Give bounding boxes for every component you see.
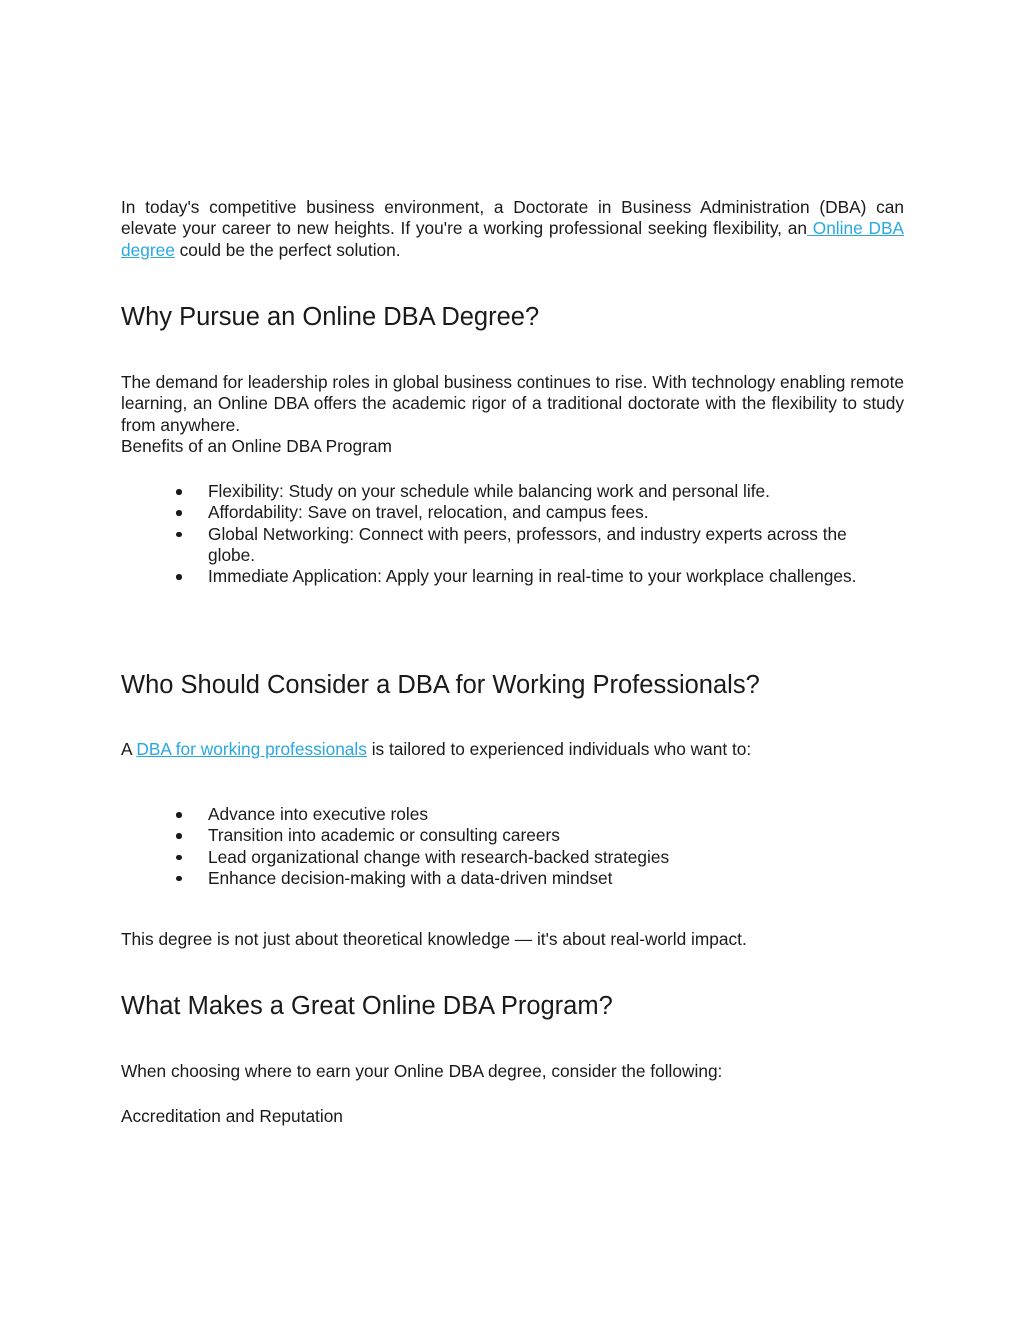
list-item: Global Networking: Connect with peers, professors, and industry experts across the globe. xyxy=(121,524,904,567)
goals-list xyxy=(121,804,904,889)
bullet-icon xyxy=(176,532,182,538)
bullet-icon xyxy=(176,876,182,882)
list-item: Immediate Application: Apply your learning in real-time to your workplace challenges. xyxy=(121,566,904,587)
intro-paragraph xyxy=(121,197,904,261)
list-item: Affordability: Save on travel, relocation, and campus fees. xyxy=(121,502,904,523)
intro-text-end: could be the perfect solution. xyxy=(174,239,401,260)
list-item: Advance into executive roles xyxy=(121,804,904,825)
section-heading-why-pursue: Why Pursue an Online DBA Degree? xyxy=(121,303,540,331)
list-item: Lead organizational change with research-backed strategies xyxy=(121,847,904,868)
dba-working-professionals-link[interactable]: DBA for working professionals xyxy=(136,739,367,759)
who-intro-paragraph xyxy=(121,739,751,760)
closing-paragraph: This degree is not just about theoretical knowledge — it's about real-world impact. xyxy=(121,929,747,949)
list-item: Enhance decision-making with a data-driven mindset xyxy=(121,868,904,889)
section-heading-who-should-consider: Who Should Consider a DBA for Working Professionals? xyxy=(121,671,760,699)
bullet-icon xyxy=(176,812,182,818)
section-heading-great-program: What Makes a Great Online DBA Program? xyxy=(121,992,613,1020)
benefits-list xyxy=(121,481,904,587)
choosing-paragraph: When choosing where to earn your Online DBA degree, consider the following: xyxy=(121,1061,723,1081)
accreditation-subheading: Accreditation and Reputation xyxy=(121,1106,343,1126)
demand-paragraph: The demand for leadership roles in global business continues to rise. With technology enabling remote learning, an Online DBA offers the academic rigor of a traditional doctorate with the flexibility to study from anywhere. xyxy=(121,372,904,435)
who-intro-text-end: is tailored to experienced individuals who want to: xyxy=(366,739,752,759)
benefits-subheading: Benefits of an Online DBA Program xyxy=(121,436,392,456)
who-intro-text: A xyxy=(121,739,137,759)
bullet-icon xyxy=(176,489,182,495)
intro-text: In today's competitive business environment, a Doctorate in Business Administration (DBA) can elevate your career to new heights. If you're a working professional seeking flexibility, an xyxy=(121,197,904,239)
bullet-icon xyxy=(176,833,182,839)
bullet-icon xyxy=(176,855,182,861)
bullet-icon xyxy=(176,574,182,580)
online-dba-degree-link[interactable]: Online DBA degree xyxy=(121,218,904,260)
bullet-icon xyxy=(176,510,182,516)
list-item: Transition into academic or consulting careers xyxy=(121,825,904,846)
list-item: Flexibility: Study on your schedule while balancing work and personal life. xyxy=(121,481,904,502)
